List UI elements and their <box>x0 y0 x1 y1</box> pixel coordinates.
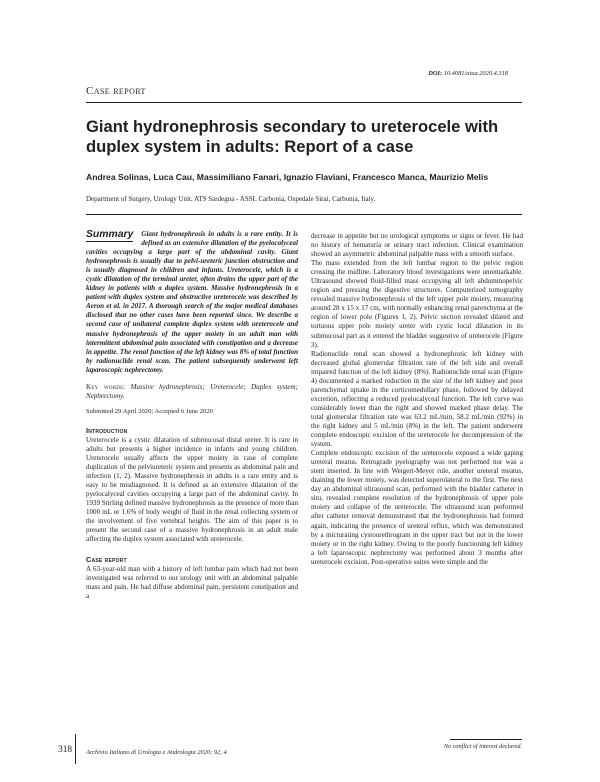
article-title: Giant hydronephrosis secondary to ureterocele with duplex system in adults: Report of a case <box>86 117 499 156</box>
affiliation-divider <box>86 214 522 215</box>
footer-divider <box>75 734 76 764</box>
section-label: Case report <box>86 85 146 97</box>
introduction-heading: Introduction <box>86 425 128 435</box>
case-report-heading: Case report <box>86 554 127 564</box>
keywords-label: Key words: <box>86 382 126 391</box>
page-number: 318 <box>58 745 73 755</box>
right-column <box>311 232 523 567</box>
summary-text: Giant hydronephrosis in adults is a rare entity. It is defined as an extensive dilatation of the pyelocalyceal cavities occupying a large part of the abdominal cavity. Giant hydronephrosis is usually due to pelvi-ureteric junction obstruction and is usually diagnosed in children and infants. Ureterocele, which is a cystic dilatation of the terminal ureter, often drains the upper part of the kidney in patients with a duplex system. Massive hydronephrosis in a patient with duplex system and obstructive ureterocele was described by Aeron et al. in 2017. A thorough search of the major medical databases disclosed that no other cases have been reported since. We describe a second case of unilateral complete duplex system with ureterocele and massive hydronephrosis of the upper moiety in an adult man with intermittent abdominal pain associated with constipation and a decrease in appetite. The renal function of the left kidney was 8% of total function by radionuclide renal scan. The patient subsequently underwent left laparoscopic nephrectomy. <box>86 230 298 374</box>
summary-heading: Summary <box>86 229 134 240</box>
keywords-text: Massive hydronephrosis; Ureterocele; Duplex system; Nephrectomy. <box>86 382 298 400</box>
journal-citation: Archivio Italiano di Urologia e Andrologia 2020; 92, 4 <box>86 749 227 756</box>
case-paragraph-4: Complete endoscopic excision of the ureterocele exposed a wide gaping ureteral meatus. Retrograde pyelography was not performed nor was a stent inserted. In line with Weigert-Meyer rule, another ureteral meatus, draining the lower moiety, was detected superolateral to the first. The next day an abdominal ultrasound scan, performed with the bladder catheter in situ, revealed complete resolution of the hydronephrosis of upper pole moiety and collapse of the ureterocele. The ultrasound scan performed after catheter removal demonstrated that the hydronephrosis had formed again, indicating the presence of ureteral reflux, which was demonstrated by a micturating cystourethrogram in the upper tract but not in the lower moiety or in the right kidney. Owing to the poorly functioning left kidney a left laparoscopic nephrectomy was performed about 3 months after ureterocele excision. Post-operative suites were simple and the <box>311 449 523 566</box>
keywords <box>86 383 298 401</box>
authors: Andrea Solinas, Luca Cau, Massimiliano Fanari, Ignazio Flaviani, Francesco Manca, Maurizio Melis <box>86 172 489 182</box>
doi <box>428 70 508 77</box>
case-paragraph-3: Radionuclide renal scan showed a hydronephrotic left kidney with decreased global glomerular filtration rate of the left side and overall impaired function of the left kidney (8%). Radionuclide renal scan (Figure 4) documented a marked reduction in the size of the left kidney and poor parenchymal uptake in the corticomedullary phase, followed by delayed excretion, reflecting a reduced pyelocalyceal function. The left curve was considerably lower than the right and showed marked phase delay. The total glomerular filtration rate was 63.2 mL/min, 58.2 mL/min (92%) in the right kidney and 5 mL/min (8%) in the left. The patient underwent complete endoscopic excision of the ureterocele for decompression of the system. <box>311 349 523 449</box>
left-column <box>86 230 298 601</box>
case-paragraph-2: The mass extended from the left lumbar region to the pelvic region crossing the midline. Laboratory blood investigations were unremarkable. Ultrasound showed fluid-filled mass occupying all left abdominopelvic region and pressing the digestive structures. Computerized tomography revealed massive hydronephrosis of the left upper pole moiety, measuring around 28 x 15 x 17 cm, with normally enhancing renal parenchyma at the region of lower pole (Figures 1, 2). Pelvic section revealed dilated and tortuous upper pole moiety ureter with cystic local dilatation in its submucosal part as it entered the bladder suggestive of ureterocele (Figure 3). <box>311 259 523 349</box>
conflict-statement: No conflict of interest declared. <box>443 743 522 750</box>
case-paragraph-1: decrease in appetite but no urological symptoms or signs or fever. He had no history of hematuria or urinary tract infection. Clinical examination showed an asymmetric abdominal palpable mass with a smooth surface. <box>311 232 523 259</box>
affiliation: Department of Surgery, Urology Unit, ATS Sardegna - ASSL Carbonia, Ospedale Sirai, Carbonia, Italy. <box>86 195 376 203</box>
footnote-divider <box>450 739 522 740</box>
submission-dates: Submitted 29 April 2020; Accepted 6 June 2020 <box>86 407 213 415</box>
case-report-text-left: A 63-year-old man with a history of left lumbar pain which had not been investigated was referred to our urology unit with an abdominal palpable mass and pain. He had diffuse abdominal pain, persistent constipation and a <box>86 564 298 600</box>
introduction-text: Ureterocele is a cystic dilatation of submucosal distal ureter. It is rare in adults but presents a higher incidence in infants and young children. Ureterocele usually affects the upper moiety in case of complete duplication of the pelviureteric system and presents as abdominal pain and infection (1, 2). Massive hydronephrosis in adults is a rare entity and is easy to be misdiagnosed. It is defined as an extensive dilatation of the pyelocalyceal cavities occupying a large part of the abdominal cavity. In 1939 Stirling defined massive hydronephrosis as the presence of more than 1000 mL or 1.6% of body weight of fluid in the renal collecting system or the involvement of five vertebral heights. The aim of this paper is to present the second case of a massive hydronephrosis in an adult male affecting the duplex system associated with ureterocele. <box>86 435 298 544</box>
doi-label: DOI: <box>428 70 443 77</box>
header-divider <box>86 102 522 103</box>
summary-paragraph <box>86 230 298 375</box>
doi-value: 10.4081/aiua.2020.4.318 <box>443 70 508 77</box>
